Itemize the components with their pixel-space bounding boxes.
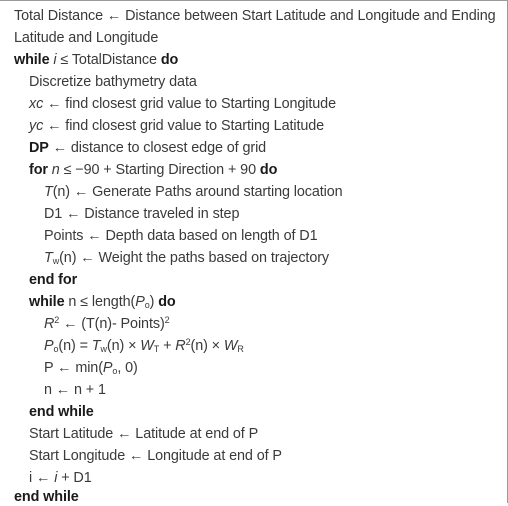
line-text: ) [149, 294, 159, 310]
subscript: w [52, 256, 60, 266]
subscript: T [153, 344, 160, 354]
algo-line-xc [29, 95, 336, 113]
line-text: Discretize bathymetry data [29, 74, 197, 90]
line-text: (n) × [106, 338, 141, 354]
algo-line-start-lat [29, 425, 258, 443]
line-text: (n) = [58, 338, 92, 354]
algo-line-d1 [44, 205, 239, 223]
algo-line-yc [29, 117, 324, 135]
variable-po: P [102, 360, 113, 376]
keyword-while: while [14, 52, 50, 68]
subscript: o [53, 344, 59, 354]
keyword-for: for [29, 162, 48, 178]
algo-line-total-distance-cont [14, 29, 158, 47]
algo-line-tn [44, 183, 343, 201]
variable-r: R [175, 338, 186, 354]
line-text: + D1 [57, 470, 92, 486]
line-text: ≤ TotalDistance [56, 52, 161, 68]
line-text: ← find closest grid value to Starting Longitude [43, 96, 336, 112]
algo-line-end-for [29, 271, 77, 289]
variable-i: i [53, 52, 57, 68]
algo-line-n-inc [44, 381, 106, 399]
superscript: 2 [164, 315, 170, 325]
keyword-end-while: end while [14, 489, 79, 505]
algo-line-pmin [44, 359, 138, 377]
line-text: ← distance to closest edge of grid [48, 140, 267, 156]
line-text: n ← n + 1 [44, 382, 106, 398]
subscript: o [144, 300, 150, 310]
algo-line-points [44, 227, 318, 245]
line-text: D1 ← Distance traveled in step [44, 206, 240, 222]
algo-line-i-inc [29, 469, 92, 487]
line-text: , 0) [117, 360, 138, 376]
line-text: Total Distance ← Distance between Start Latitude and Longitude and Ending [14, 8, 496, 24]
algo-line-po [44, 337, 244, 355]
line-text: (n) × [190, 338, 224, 354]
keyword-do: do [259, 162, 278, 178]
keyword-do: do [160, 52, 179, 68]
line-text: + [159, 338, 176, 354]
line-text: ← Generate Paths around starting location [70, 184, 343, 200]
variable-yc: yc [29, 118, 44, 134]
line-text: (n) [59, 250, 77, 266]
algo-line-dp [29, 139, 266, 157]
line-text: ≤ −90 + Starting Direction + 90 [59, 162, 260, 178]
variable-r: R [44, 316, 55, 332]
subscript: R [237, 344, 244, 354]
variable-i: i [54, 470, 58, 486]
line-text: P ← min( [44, 360, 103, 376]
variable-po: P [135, 294, 145, 310]
variable-tw: T [91, 338, 101, 354]
variable-t: T [44, 184, 53, 200]
algo-line-end-while-inner [29, 403, 94, 421]
algo-line-while-inner [29, 293, 176, 311]
line-text: Points ← Depth data based on length of D1 [44, 228, 318, 244]
algo-line-r2 [44, 315, 170, 333]
keyword-end-while: end while [29, 404, 94, 420]
line-text: ← find closest grid value to Starting Latitude [43, 118, 325, 134]
variable-po: P [44, 338, 54, 354]
line-text: n ≤ length( [64, 294, 136, 310]
line-text: Start Longitude ← Longitude at end of P [29, 448, 282, 464]
line-text: Latitude and Longitude [14, 30, 159, 46]
line-text: Start Latitude ← Latitude at end of P [29, 426, 259, 442]
keyword-end-for: end for [29, 272, 78, 288]
variable-tw: T [44, 250, 53, 266]
algo-line-total-distance [14, 7, 496, 25]
algo-line-end-while-outer [14, 488, 79, 506]
algo-line-start-lon [29, 447, 282, 465]
variable-n: n [51, 162, 60, 178]
line-text: (n) [52, 184, 70, 200]
line-text: ← (T(n)- Points) [59, 316, 165, 332]
line-text: ← Weight the paths based on trajectory [76, 250, 330, 266]
subscript: w [100, 344, 107, 354]
variable-wr: W [223, 338, 238, 354]
keyword-do: do [158, 294, 176, 310]
algo-line-tw [44, 249, 329, 267]
subscript: o [112, 366, 118, 376]
superscript: 2 [54, 315, 60, 325]
variable-xc: xc [29, 96, 44, 112]
algo-line-discretize [29, 73, 197, 91]
variable-wt: W [140, 338, 154, 354]
variable-dp: DP [29, 140, 49, 156]
line-text: i ← [29, 470, 55, 486]
keyword-while: while [29, 294, 65, 310]
algo-line-for [29, 161, 277, 179]
algo-line-while-outer [14, 51, 178, 69]
superscript: 2 [185, 337, 191, 347]
